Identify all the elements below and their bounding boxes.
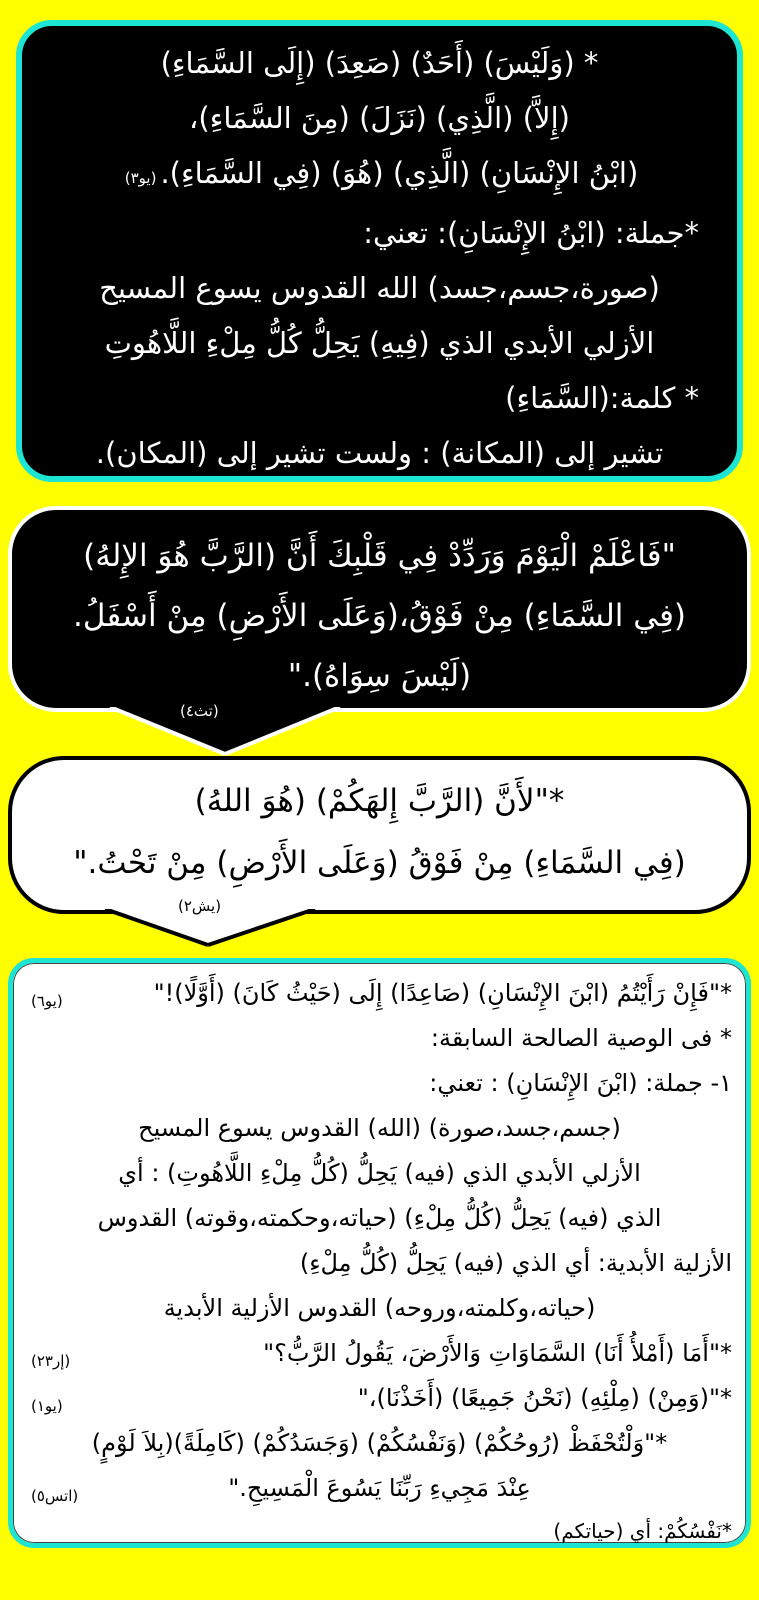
citation: (يو١) (31, 1397, 63, 1415)
citation: (يو٦) (31, 992, 63, 1010)
citation: (إر٢٣) (31, 1352, 71, 1370)
text-line: "فَاعْلَمْ الْيَوْمَ وَرَدِّدْ فِي قَلْبِكَ أَنَّ (الرَّبَّ هُوَ الإِلهُ) (83, 538, 676, 574)
text-line: تشير إلى (المكانة) : ولست تشير إلى (المكان). (95, 436, 664, 470)
text-line: (فِي السَّمَاءِ) مِنْ فَوْقُ،(وَعَلَى الأَرْضِ) مِنْ أَسْفَلُ. (72, 598, 687, 634)
text-line: الأزلية الأبدية: أي الذي (فيه) يَحِلُّ (كُلُّ مِلْءِ) (299, 1249, 732, 1277)
text-line (27, 1331, 732, 1376)
text-line: (ابْنُ الإِنْسَانِ) (الَّذِي) (هُوَ) (فِي السَّمَاءِ). (160, 156, 639, 190)
text-line: (لَيْسَ سِوَاهُ)." (287, 658, 472, 694)
text-line (27, 1466, 732, 1511)
text-line: الذي (فيه) يَحِلُّ (كُلُّ مِلْءِ) (حياته،وحكمته،وقوته) القدوس (97, 1204, 662, 1232)
text-line (27, 971, 732, 1016)
text-line: (حياته،وكلمته،وروحه) القدوس الأزلية الأبدية (163, 1294, 596, 1322)
text-line: عِنْدَ مَجِيءِ رَبِّنَا يَسُوعَ الْمَسِيحِ." (228, 1474, 531, 1502)
text-line: *"وَلْتُحْفَظْ (رُوحُكُمْ) (وَنَفْسُكُمْ) (وَجَسَدُكُمْ) (كَامِلَةً)(بِلاَ لَوْمٍ) (91, 1429, 668, 1457)
text-line: *"فَإِنْ رَأَيْتُمُ (ابْنَ الإِنْسَانِ) (صَاعِدًا) إِلَى (حَيْثُ كَانَ) (أَوَّلًا)!" (153, 979, 732, 1007)
text-line (27, 1376, 732, 1421)
bubble-tail-icon (105, 707, 355, 759)
text-line: ١- جملة: (ابْنَ الإِنْسَانِ) : تعني: (429, 1069, 732, 1097)
text-line: (فِي السَّمَاءِ) مِنْ فَوْقُ (وَعَلَى الأَرْضِ) مِنْ تَحْتُ." (73, 845, 686, 881)
text-line: (إِلاَّ) (الَّذِي) (نَزَلَ) (مِنَ السَّمَاءِ)، (189, 101, 570, 135)
text-line: (صورة،جسم،جسد) الله القدوس يسوع المسيح (99, 271, 660, 305)
text-line: *جملة: (ابْنُ الإِنْسَانِ): تعني: (363, 216, 699, 250)
verse-panel-john3 (16, 20, 743, 482)
text-line: * كلمة:(السَّمَاءِ) (505, 381, 699, 415)
text-line: * (وَلَيْسَ) (أَحَدٌ) (صَعِدَ) (إِلَى السَّمَاءِ) (160, 46, 599, 80)
citation: (اتس٥) (31, 1487, 79, 1505)
citation: (تث٤) (180, 702, 219, 720)
text-line: *نَفْسُكُمْ: أي (حياتكم) (553, 1519, 732, 1543)
bubble-tail-icon (100, 909, 330, 951)
text-line (38, 146, 721, 206)
commentary-panel (8, 958, 751, 1548)
speech-bubble-josh2 (8, 756, 751, 914)
text-line: *"(وَمِنْ) (مِلْئِهِ) (نَحْنُ جَمِيعًا) (أَخَذْنَا)،" (357, 1384, 732, 1412)
text-line: *"أَمَا (أَمْلأُ أَنَا) السَّمَاوَاتِ وَالأَرْضَ، يَقُولُ الرَّبُّ؟" (263, 1339, 732, 1367)
speech-bubble-deut4 (8, 506, 751, 712)
text-line: (جسم،جسد،صورة) (الله) القدوس يسوع المسيح (138, 1114, 621, 1142)
text-line: *"لأَنَّ (الرَّبَّ إِلهَكُمْ) (هُوَ اللهُ) (194, 783, 565, 819)
text-line: * فى الوصية الصالحة السابقة: (430, 1024, 732, 1052)
text-line: الأزلي الأبدي الذي (فيه) يَحِلُّ (كُلُّ مِلْءِ اللَّاهُوتِ) : أي (118, 1159, 641, 1187)
text-line: الأزلي الأبدي الذي (فِيهِ) يَحِلُّ كُلُّ مِلْءِ اللَّاهُوتِ (104, 326, 655, 360)
citation: (يو٣) (124, 169, 157, 187)
citation: (يش٢) (178, 897, 222, 915)
